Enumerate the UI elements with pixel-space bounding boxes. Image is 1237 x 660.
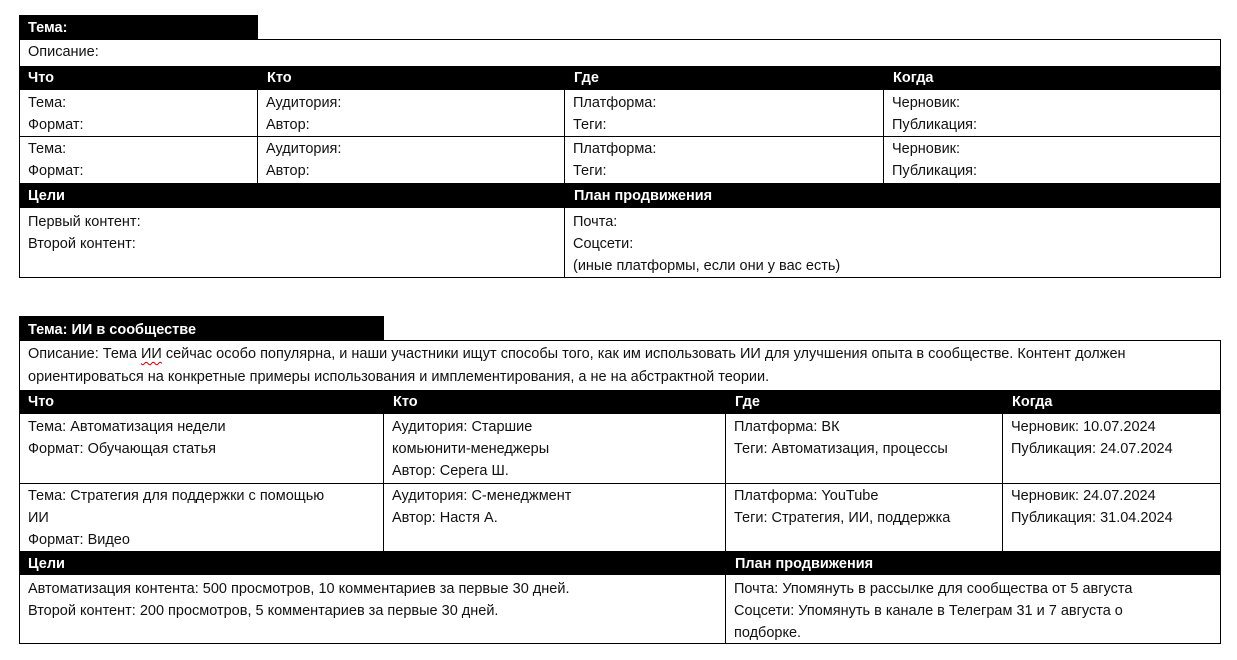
template-col-when: Когда: [884, 66, 1220, 90]
description-prefix: Описание: Тема: [28, 346, 141, 362]
example-description: [20, 342, 1220, 390]
template-row1-when: [884, 90, 1220, 138]
platform-field: Платформа: YouTube: [734, 488, 879, 504]
author-field: Автор:: [266, 163, 310, 179]
topic-field: Тема: Стратегия для поддержки с помощью: [28, 488, 325, 504]
format-field: Формат: Видео: [28, 532, 130, 548]
author-field: Автор:: [266, 117, 310, 133]
example-theme-tab: Тема: ИИ в сообществе: [19, 316, 384, 341]
template-goals-header: Цели: [19, 183, 565, 208]
template-row2-who: [258, 136, 565, 184]
goal-item: Второй контент:: [28, 236, 136, 252]
template-col-what: Что: [19, 66, 258, 90]
example-row2-when: [1003, 483, 1220, 531]
draft-field: Черновик:: [892, 141, 961, 157]
publication-field: Публикация:: [892, 163, 978, 179]
template-col-where: Где: [565, 66, 884, 90]
publication-field: Публикация: 31.04.2024: [1011, 510, 1173, 526]
template-description: [20, 41, 1220, 65]
tags-field: Теги: Автоматизация, процессы: [734, 441, 948, 457]
description-rest: сейчас особо популярна, и наши участники ищут способы того, как им использовать ИИ для улучшения опыта в сообществе. Контент должен ориентироваться на конкретные примеры использования и имплементирования, а не на абстрактной теории.: [28, 346, 1126, 385]
platform-field: Платформа: ВК: [734, 419, 840, 435]
example-promo: [726, 576, 1220, 646]
promo-item: Почта:: [573, 214, 618, 230]
format-field: Формат:: [28, 117, 84, 133]
topic-field: Тема:: [28, 95, 67, 111]
col-divider: [725, 575, 726, 644]
goal-item: Первый контент:: [28, 214, 141, 230]
template-theme-tab: Тема:: [19, 15, 258, 40]
promo-item: Соцсети: Упомянуть в канале в Телеграм 31 и 7 августа о: [734, 603, 1123, 619]
example-col-where: Где: [726, 390, 1003, 414]
goal-item: Автоматизация контента: 500 просмотров, 10 комментариев за первые 30 дней.: [28, 581, 570, 597]
example-promo-header: План продвижения: [726, 551, 1220, 575]
template-col-who: Кто: [258, 66, 565, 90]
format-field: Формат: Обучающая статья: [28, 441, 216, 457]
platform-field: Платформа:: [573, 141, 657, 157]
example-row2-who: [384, 483, 726, 531]
example-col-what: Что: [19, 390, 384, 414]
platform-field: Платформа:: [573, 95, 657, 111]
promo-item: (иные платформы, если они у вас есть): [573, 258, 841, 274]
col-divider: [383, 414, 384, 551]
author-field: Автор: Серега Ш.: [392, 463, 509, 479]
promo-item: Почта: Упомянуть в рассылке для сообщества от 5 августа: [734, 581, 1133, 597]
audience-field: Аудитория: Старшие: [392, 419, 533, 435]
example-row1-where: [726, 414, 1003, 462]
col-divider: [257, 90, 258, 183]
audience-field: Аудитория: С-менеджмент: [392, 488, 572, 504]
example-col-who: Кто: [384, 390, 726, 414]
template-row2-what: [20, 136, 258, 184]
promo-item-cont: подборке.: [734, 625, 802, 641]
draft-field: Черновик: 24.07.2024: [1011, 488, 1156, 504]
tags-field: Теги: Стратегия, ИИ, поддержка: [734, 510, 951, 526]
template-row2-where: [565, 136, 884, 184]
col-divider: [725, 414, 726, 551]
template-goals: [20, 209, 565, 257]
spellcheck-flag: ИИ: [140, 346, 162, 362]
example-description-text: [28, 343, 1212, 388]
col-divider: [564, 90, 565, 183]
example-row1-when: [1003, 414, 1220, 462]
template-promo-header: План продвижения: [565, 183, 1220, 208]
topic-field-cont: ИИ: [28, 510, 49, 526]
format-field: Формат:: [28, 163, 84, 179]
col-divider: [564, 208, 565, 278]
topic-field: Тема: Автоматизация недели: [28, 419, 226, 435]
tags-field: Теги:: [573, 117, 607, 133]
example-goals-header: Цели: [19, 551, 726, 575]
template-promo: [565, 209, 1220, 279]
goal-item: Второй контент: 200 просмотров, 5 комментариев за первые 30 дней.: [28, 603, 499, 619]
template-row2-when: [884, 136, 1220, 184]
example-row1-what: [20, 414, 384, 462]
topic-field: Тема:: [28, 141, 67, 157]
template-description-label: Описание:: [28, 44, 99, 60]
promo-item: Соцсети:: [573, 236, 634, 252]
publication-field: Публикация: 24.07.2024: [1011, 441, 1173, 457]
template-row1-what: [20, 90, 258, 138]
audience-field: Аудитория:: [266, 141, 342, 157]
draft-field: Черновик:: [892, 95, 961, 111]
draft-field: Черновик: 10.07.2024: [1011, 419, 1156, 435]
example-row2-where: [726, 483, 1003, 531]
example-row1-who: [384, 414, 726, 484]
audience-field: Аудитория:: [266, 95, 342, 111]
audience-field-cont: комьюнити-менеджеры: [392, 441, 550, 457]
example-row2-what: [20, 483, 384, 553]
template-row1-where: [565, 90, 884, 138]
author-field: Автор: Настя А.: [392, 510, 498, 526]
example-goals: [20, 576, 725, 624]
publication-field: Публикация:: [892, 117, 978, 133]
col-divider: [883, 90, 884, 183]
tags-field: Теги:: [573, 163, 607, 179]
example-col-when: Когда: [1003, 390, 1220, 414]
col-divider: [1002, 414, 1003, 551]
template-row1-who: [258, 90, 565, 138]
